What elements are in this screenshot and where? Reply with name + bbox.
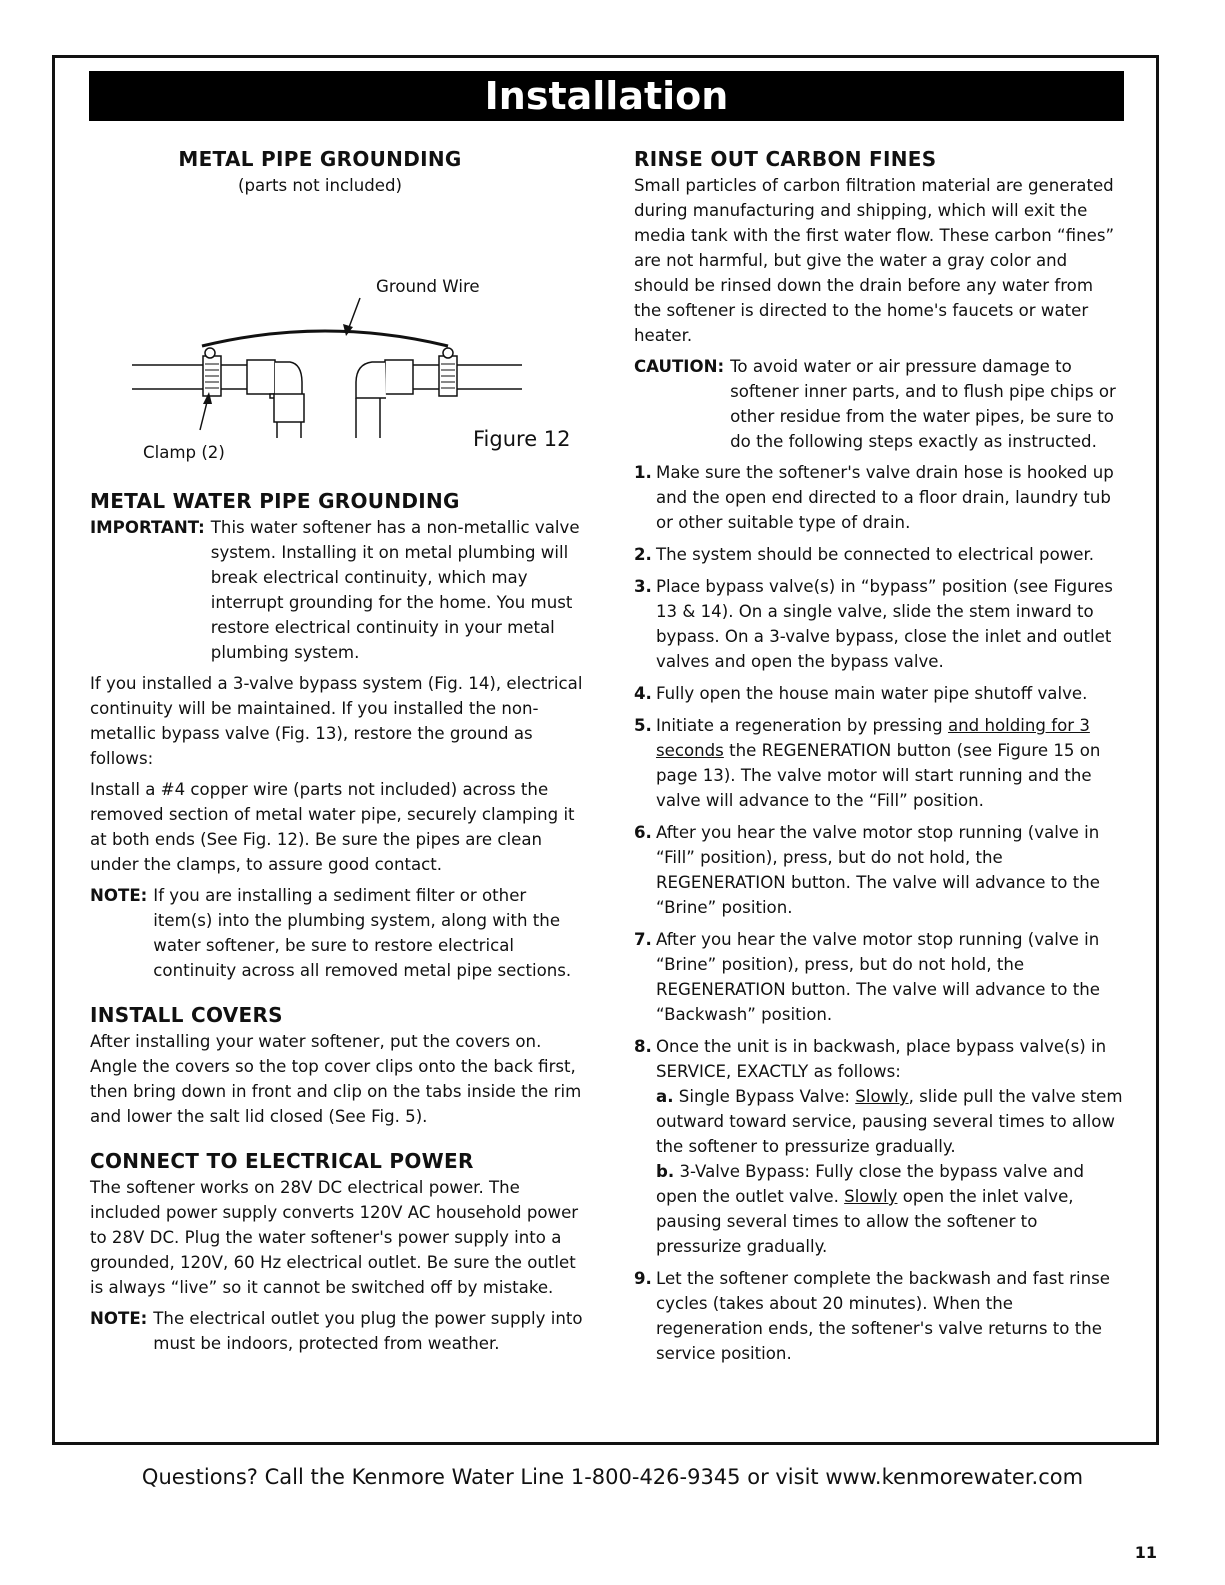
step-item: 9. Let the softener complete the backwash and fast rinse cycles (takes about 20 minutes). When the regeneration ends, the softener's valve returns to the service position. bbox=[634, 1269, 1110, 1363]
continuity-paragraph: If you installed a 3-valve bypass system (Fig. 14), electrical continuity will be maintained. If you installed the non-metallic bypass valve (Fig. 13), restore the ground as follows: bbox=[90, 674, 583, 768]
right-column bbox=[634, 145, 1124, 1373]
step-item: 4. Fully open the house main water pipe shutoff valve. bbox=[634, 684, 1088, 703]
step-item: 1. Make sure the softener's valve drain hose is hooked up and the open end directed to a floor drain, laundry tub or other suitable type of drain. bbox=[634, 463, 1114, 532]
step-item: 3. Place bypass valve(s) in “bypass” position (see Figures 13 & 14). On a single valve, slide the stem inward to bypass. On a 3-valve bypass, close the inlet and outlet valves and open the bypass valve. bbox=[634, 577, 1113, 671]
metal-water-pipe-heading: METAL WATER PIPE GROUNDING bbox=[90, 489, 460, 513]
rinse-text: Small particles of carbon filtration material are generated during manufacturing and shipping, which will exit the media tank with the first water flow. These carbon “fines” are not harmful, but give the water a gray color and should be rinsed down the drain before any water from the softener is directed to the home's faucets or water heater. bbox=[634, 176, 1115, 345]
footer-contact: Questions? Call the Kenmore Water Line 1-800-426-9345 or visit www.kenmorewater.com bbox=[141, 1465, 1084, 1489]
step-item: 6. After you hear the valve motor stop running (valve in “Fill” position), press, but do not hold, the REGENERATION button. The valve will advance to the “Brine” position. bbox=[634, 823, 1100, 917]
page-number: 11 bbox=[1134, 1543, 1157, 1562]
step-item: 2. The system should be connected to electrical power. bbox=[634, 545, 1095, 564]
ground-wire-label: Ground Wire bbox=[376, 277, 480, 296]
metal-pipe-heading: METAL PIPE GROUNDING bbox=[178, 147, 462, 171]
sediment-note bbox=[90, 883, 590, 983]
note-text: If you are installing a sediment filter or other item(s) into the plumbing system, along with the water softener, be sure to restore electrical continuity across all removed metal pipe sections. bbox=[153, 886, 572, 980]
install-covers-text: After installing your water softener, put the covers on. Angle the covers so the top cover clips onto the back first, then bring down in front and clip on the tabs inside the rim and lower the salt lid closed (See Fig. 5). bbox=[90, 1032, 582, 1126]
page-title: Installation bbox=[89, 71, 1124, 121]
left-column bbox=[90, 145, 590, 1356]
step-item: 5. Initiate a regeneration by pressing and holding for 3 seconds the REGENERATION button (see Figure 15 on page 13). The valve motor will start running and the valve will advance to the “Fill” position. bbox=[634, 716, 1101, 810]
rinse-heading: RINSE OUT CARBON FINES bbox=[634, 147, 937, 171]
note-label: NOTE: bbox=[90, 886, 148, 905]
important-text: This water softener has a non-metallic valve system. Installing it on metal plumbing will break electrical continuity, which may interrupt grounding for the home. You must restore electrical continuity in your metal plumbing system. bbox=[210, 518, 580, 662]
step-item: 7. After you hear the valve motor stop running (valve in “Brine” position), press, but do not hold, the REGENERATION button. The valve will advance to the “Backwash” position. bbox=[634, 930, 1100, 1024]
copper-wire-paragraph: Install a #4 copper wire (parts not included) across the removed section of metal water pipe, securely clamping it at both ends (See Fig. 12). Be sure the pipes are clean under the clamps, to assure good contact. bbox=[90, 780, 575, 874]
pipe-grounding-diagram bbox=[90, 198, 590, 438]
outlet-note bbox=[90, 1306, 590, 1356]
caution-label: CAUTION: bbox=[634, 357, 725, 376]
install-covers-heading: INSTALL COVERS bbox=[90, 1003, 283, 1027]
figure-12 bbox=[90, 198, 590, 463]
electrical-power-heading: CONNECT TO ELECTRICAL POWER bbox=[90, 1149, 474, 1173]
step-item: 8. Once the unit is in backwash, place bypass valve(s) in SERVICE, EXACTLY as follows: a. Single Bypass Valve: Slowly, slide pull the valve stem outward toward service, pausing several times to allow the softener to pressurize gradually. b. 3-Valve Bypass: Fully close the bypass valve and open the outlet valve. Slowly open the inlet valve, pausing several times to allow the softener to pressurize gradually. bbox=[634, 1037, 1123, 1256]
note-text: The electrical outlet you plug the power supply into must be indoors, protected from weather. bbox=[153, 1309, 583, 1353]
steps-list bbox=[634, 460, 1124, 1366]
clamp-label: Clamp (2) bbox=[143, 443, 225, 462]
caution-note bbox=[634, 354, 1124, 454]
important-note bbox=[90, 515, 590, 665]
metal-pipe-subheading: (parts not included) bbox=[237, 176, 402, 195]
electrical-power-text: The softener works on 28V DC electrical power. The included power supply converts 120V AC household power to 28V DC. Plug the water softener's power supply into a grounded, 120V, 60 Hz electrical outlet. Be sure the outlet is always “live” so it cannot be switched off by mistake. bbox=[90, 1178, 579, 1297]
note-label: NOTE: bbox=[90, 1309, 148, 1328]
figure-caption: Figure 12 bbox=[473, 427, 571, 451]
important-label: IMPORTANT: bbox=[90, 518, 205, 537]
caution-text: To avoid water or air pressure damage to softener inner parts, and to flush pipe chips or other residue from the water pipes, be sure to do the following steps exactly as instructed. bbox=[730, 357, 1116, 451]
